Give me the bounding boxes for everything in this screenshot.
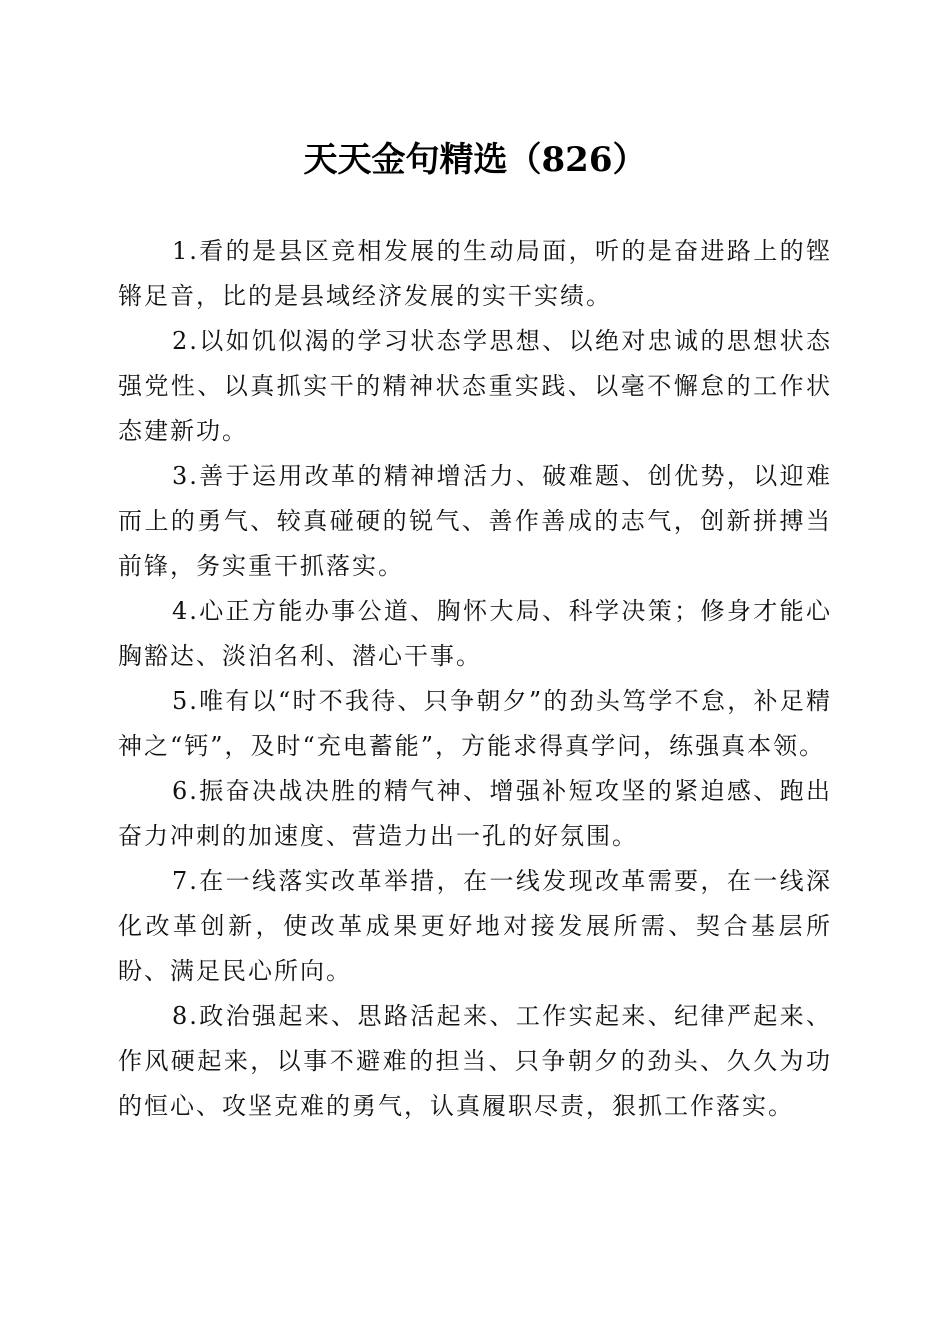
paragraph-8: 8.政治强起来、思路活起来、工作实起来、纪律严起来、作风硬起来，以事不避难的担当、只争朝夕的劲头、久久为功的恒心、攻坚克难的勇气，认真履职尽责，狠抓工作落实。	[118, 1002, 832, 1120]
page-title: 天天金句精选（826）	[303, 140, 647, 180]
paragraph-3: 3.善于运用改革的精神增活力、破难题、创优势，以迎难而上的勇气、较真碰硬的锐气、善作善成的志气，创新拼搏当前锋，务实重干抓落实。	[118, 462, 832, 580]
paragraph-2: 2.以如饥似渴的学习状态学思想、以绝对忠诚的思想状态强党性、以真抓实干的精神状态重实践、以毫不懈怠的工作状态建新功。	[118, 327, 832, 445]
paragraph-1: 1.看的是县区竞相发展的生动局面，听的是奋进路上的铿锵足音，比的是县域经济发展的实干实绩。	[118, 237, 832, 310]
paragraph-6: 6.振奋决战决胜的精气神、增强补短攻坚的紧迫感、跑出奋力冲刺的加速度、营造力出一孔的好氛围。	[118, 777, 832, 850]
paragraph-7: 7.在一线落实改革举措，在一线发现改革需要，在一线深化改革创新，使改革成果更好地对接发展所需、契合基层所盼、满足民心所向。	[118, 867, 832, 985]
paragraph-5: 5.唯有以“时不我待、只争朝夕”的劲头笃学不怠，补足精神之“钙”，及时“充电蓄能”，方能求得真学问，练强真本领。	[118, 687, 832, 760]
document-body	[118, 229, 832, 1129]
paragraph-4: 4.心正方能办事公道、胸怀大局、科学决策；修身才能心胸豁达、淡泊名利、潜心干事。	[118, 597, 832, 670]
